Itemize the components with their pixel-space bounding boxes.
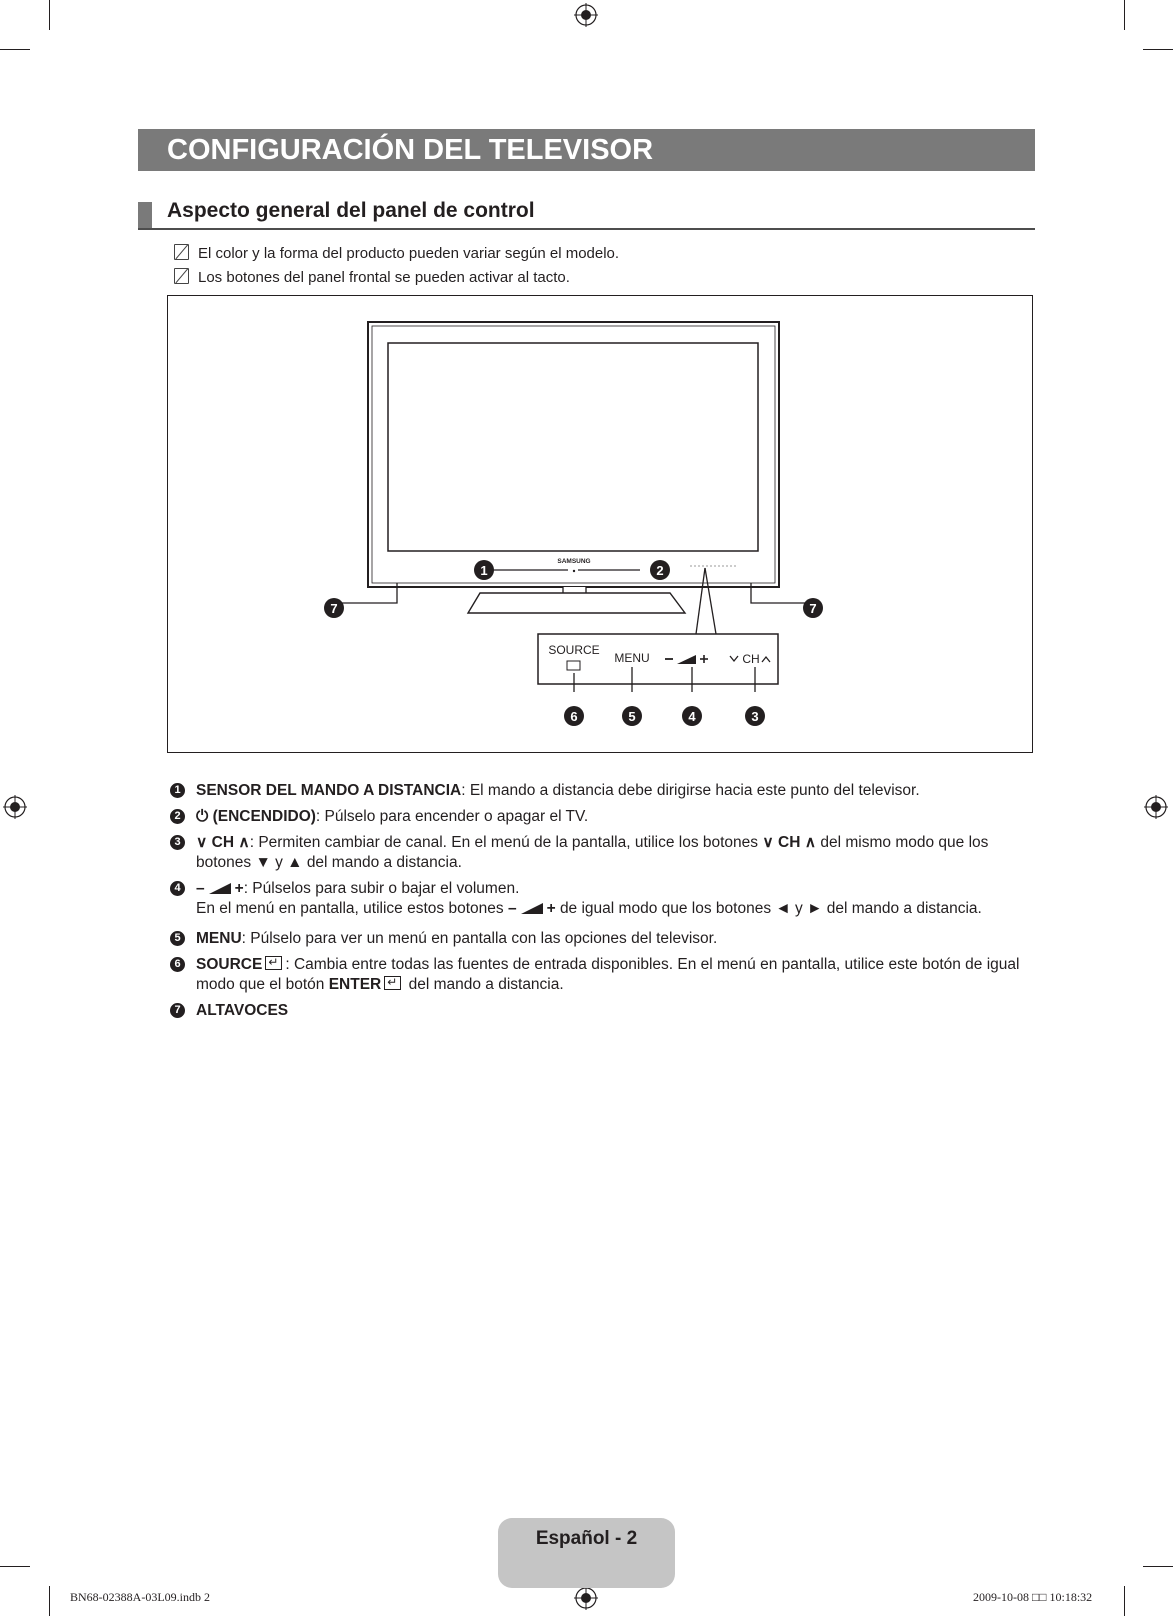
legend-number: 1: [170, 783, 185, 798]
legend-number: 7: [170, 1003, 185, 1018]
legend-item-4: [170, 879, 1020, 919]
panel-source-label: SOURCE: [548, 643, 600, 657]
tv-illustration: [168, 296, 1032, 752]
legend-desc: del mando a distancia.: [408, 976, 564, 993]
chevron-up-icon: ∧: [800, 834, 821, 851]
legend-desc: : El mando a distancia debe dirigirse hacia este punto del televisor.: [461, 782, 920, 799]
enter-icon: [265, 956, 282, 970]
legend-item-5: [170, 929, 1020, 949]
file-info: BN68-02388A-03L09.indb 2: [70, 1590, 210, 1604]
panel-menu-label: MENU: [614, 651, 650, 665]
svg-text:4: 4: [688, 709, 696, 724]
legend-desc: del mismo modo que los: [820, 834, 989, 851]
legend-desc: : Púlselos para subir o bajar el volumen.: [243, 880, 520, 897]
registration-mark-icon: [574, 1586, 598, 1610]
callout-badge-4: [682, 706, 702, 726]
section-marker: [138, 202, 152, 229]
minus-icon: –: [507, 900, 517, 917]
svg-text:7: 7: [330, 601, 338, 616]
note-item: [174, 244, 619, 262]
legend-desc: de igual modo que los botones ◄ y ► del mando a distancia.: [559, 900, 982, 917]
chevron-down-icon: ∨: [196, 834, 212, 851]
legend-term: SOURCE: [196, 956, 263, 973]
tv-screen: [388, 343, 758, 551]
legend-desc: : Cambia entre todas las fuentes de entrada disponibles. En el menú en pantalla, utilice este botón de igual: [285, 956, 1020, 973]
crop-mark: [49, 0, 50, 30]
chapter-title-bar: [138, 129, 1035, 171]
control-panel-diagram: [167, 295, 1033, 753]
minus-icon: –: [196, 880, 205, 897]
legend-number: 5: [170, 931, 185, 946]
legend-item-6: [170, 955, 1020, 995]
print-timestamp: 2009-10-08 □□ 10:18:32: [973, 1590, 1093, 1604]
chevron-up-icon: ∧: [234, 834, 250, 851]
plus-icon: +: [234, 880, 244, 897]
legend-desc: modo que el botón: [196, 976, 325, 993]
svg-text:1: 1: [480, 563, 488, 578]
callout-badge-7-left: [324, 598, 344, 618]
legend-desc: : Permiten cambiar de canal. En el menú de la pantalla, utilice los botones: [249, 834, 759, 851]
brand-logo: SAMSUNG: [557, 558, 591, 565]
legend-item-7: [170, 1001, 1020, 1021]
note-icon: [174, 268, 189, 284]
svg-text:7: 7: [809, 601, 817, 616]
note-item: [174, 268, 570, 286]
legend-number: 6: [170, 957, 185, 972]
svg-text:2: 2: [656, 563, 664, 578]
section-divider: [138, 228, 1035, 230]
svg-text:3: 3: [751, 709, 759, 724]
legend-term: ALTAVOCES: [196, 1002, 289, 1019]
remote-sensor-dot: [573, 570, 575, 572]
callout-badge-1: [474, 560, 494, 580]
crop-mark: [1124, 0, 1125, 30]
legend-desc: En el menú en pantalla, utilice estos botones: [196, 900, 504, 917]
legend-desc: : Púlselo para encender o apagar el TV.: [315, 808, 589, 825]
callout-badge-3: [745, 706, 765, 726]
note-icon: [174, 244, 189, 260]
legend-item-2: [170, 807, 1020, 827]
chapter-title: CONFIGURACIÓN DEL TELEVISOR: [167, 134, 654, 166]
legend-term: CH: [211, 834, 235, 851]
svg-text:5: 5: [628, 709, 636, 724]
crop-mark: [0, 1566, 30, 1567]
legend-term: ENTER: [328, 976, 382, 993]
crop-mark: [1124, 1586, 1125, 1616]
registration-mark-icon: [1144, 795, 1168, 819]
legend-term: SENSOR DEL MANDO A DISTANCIA: [196, 782, 462, 799]
section-title: Aspecto general del panel de control: [167, 199, 535, 222]
volume-icon: [209, 883, 231, 894]
legend-number: 4: [170, 881, 185, 896]
registration-mark-icon: [3, 795, 27, 819]
legend-number: 3: [170, 835, 185, 850]
callout-badge-6: [564, 706, 584, 726]
plus-icon: +: [546, 900, 556, 917]
volume-icon: [521, 903, 543, 914]
legend-desc: : Púlselo para ver un menú en pantalla con las opciones del televisor.: [241, 930, 718, 947]
note-text: El color y la forma del producto pueden variar según el modelo.: [198, 245, 620, 262]
legend-term: (ENCENDIDO): [212, 808, 316, 825]
page-number: Español - 2: [535, 1528, 638, 1549]
crop-mark: [1143, 1566, 1173, 1567]
legend-item-1: [170, 781, 1020, 801]
panel-ch-label: CH: [742, 652, 760, 666]
note-text: Los botones del panel frontal se pueden activar al tacto.: [198, 269, 570, 286]
enter-icon: [384, 976, 401, 990]
power-icon: ⏻: [196, 808, 213, 825]
crop-mark: [1143, 49, 1173, 50]
legend-term: CH: [778, 834, 801, 851]
callout-badge-5: [622, 706, 642, 726]
legend-desc: botones ▼ y ▲ del mando a distancia.: [196, 854, 462, 871]
crop-mark: [49, 1586, 50, 1616]
legend-item-3: [170, 833, 1020, 873]
chevron-down-icon: ∨: [762, 834, 779, 851]
callout-badge-2: [650, 560, 670, 580]
svg-text:6: 6: [570, 709, 578, 724]
legend-term: MENU: [196, 930, 242, 947]
callout-badge-7-right: [803, 598, 823, 618]
crop-mark: [0, 49, 30, 50]
tv-stand-base: [468, 593, 685, 613]
page-number-tab: [498, 1518, 675, 1588]
legend-number: 2: [170, 809, 185, 824]
registration-mark-icon: [574, 3, 598, 27]
